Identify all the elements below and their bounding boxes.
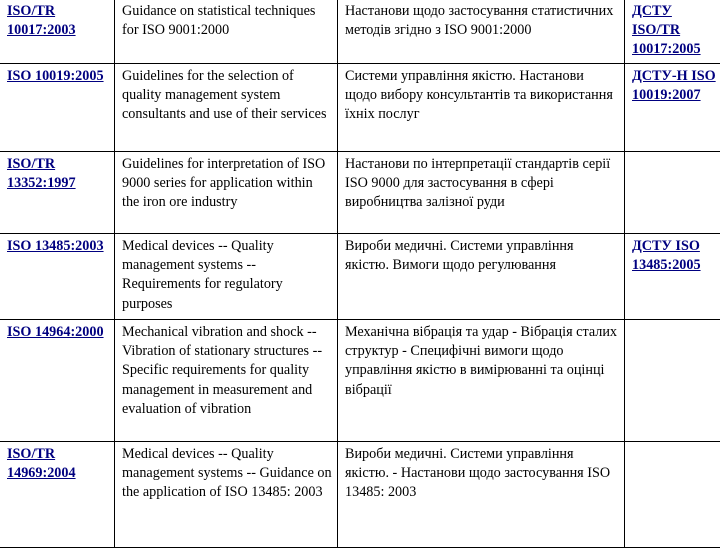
table-row [0, 152, 720, 234]
table-row [0, 64, 720, 152]
ukrainian-title: Настанови щодо застосування статистичних методів згідно з ISO 9001:2000 [338, 0, 625, 64]
dstu-code-link[interactable]: ДСТУ ISO 13485:2005 [625, 234, 720, 320]
english-title: Guidelines for interpretation of ISO 9000 series for application within the iron ore industry [115, 152, 338, 234]
dstu-code-link[interactable]: ДСТУ-Н ISO 10019:2007 [625, 64, 720, 152]
dstu-code-cell-empty [625, 320, 720, 442]
english-title: Guidance on statistical techniques for ISO 9001:2000 [115, 0, 338, 64]
english-title: Medical devices -- Quality management systems -- Requirements for regulatory purposes [115, 234, 338, 320]
dstu-code-link[interactable]: ДСТУ ISO/TR 10017:2005 [625, 0, 720, 64]
ukrainian-title: Системи управління якістю. Настанови щодо вибору консультантів та використання їхніх послуг [338, 64, 625, 152]
dstu-code-cell-empty [625, 152, 720, 234]
ukrainian-title: Вироби медичні. Системи управління якістю. Вимоги щодо регулювання [338, 234, 625, 320]
dstu-code-cell-empty [625, 442, 720, 548]
iso-code-link[interactable]: ISO 14964:2000 [0, 320, 115, 442]
table-row [0, 234, 720, 320]
table-row [0, 320, 720, 442]
table-row [0, 0, 720, 64]
iso-code-link[interactable]: ISO/TR 14969:2004 [0, 442, 115, 548]
iso-code-link[interactable]: ISO/TR 10017:2003 [0, 0, 115, 64]
ukrainian-title: Механічна вібрація та удар - Вібрація сталих структур - Специфічні вимоги щодо управління якістю в вимірюванні та оцінці вібрації [338, 320, 625, 442]
english-title: Medical devices -- Quality management systems -- Guidance on the application of ISO 13485: 2003 [115, 442, 338, 548]
english-title: Guidelines for the selection of quality management system consultants and use of their services [115, 64, 338, 152]
table-row [0, 442, 720, 548]
ukrainian-title: Вироби медичні. Системи управління якістю. - Настанови щодо застосування ISO 13485: 2003 [338, 442, 625, 548]
iso-code-link[interactable]: ISO/TR 13352:1997 [0, 152, 115, 234]
iso-code-link[interactable]: ISO 13485:2003 [0, 234, 115, 320]
english-title: Mechanical vibration and shock -- Vibration of stationary structures -- Specific requirements for quality management in measurement and evaluation of vibration [115, 320, 338, 442]
ukrainian-title: Настанови по інтерпретації стандартів серії ISO 9000 для застосування в сфері виробництва залізної руди [338, 152, 625, 234]
iso-code-link[interactable]: ISO 10019:2005 [0, 64, 115, 152]
